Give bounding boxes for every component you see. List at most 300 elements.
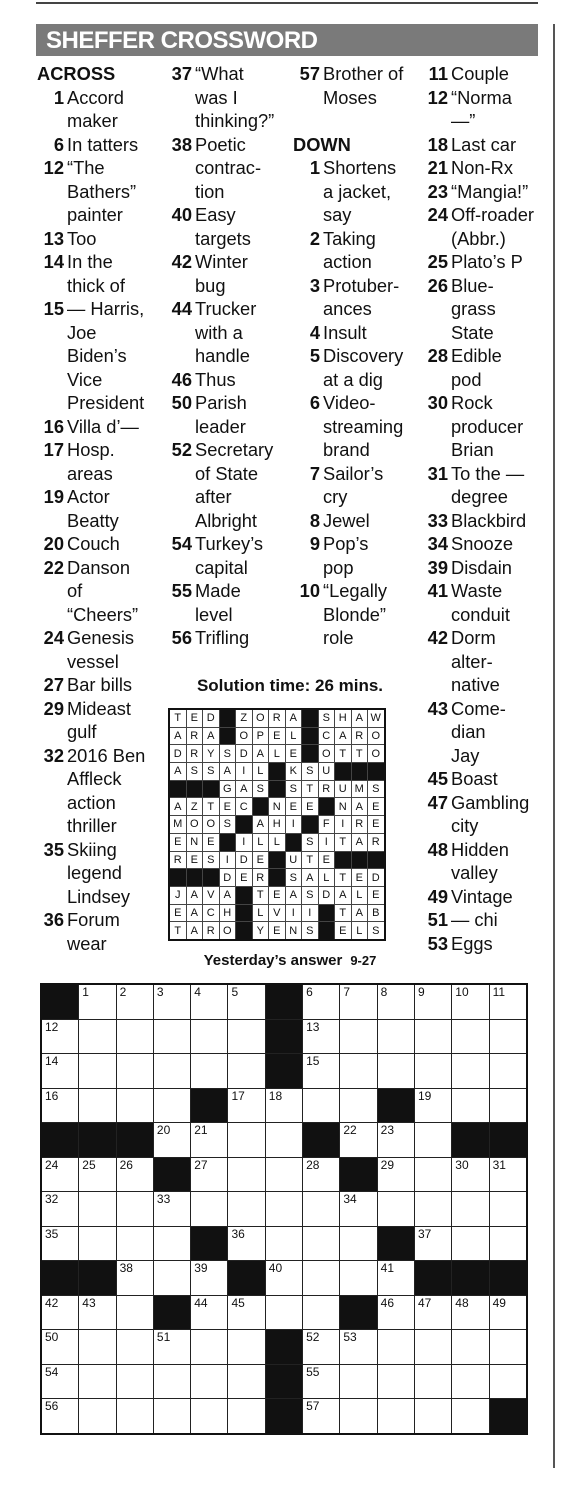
grid-cell[interactable]: [41, 1295, 79, 1330]
clue-text: [448, 462, 524, 509]
grid-cell[interactable]: [116, 1399, 153, 1434]
cell-number: 38: [119, 1261, 133, 1275]
grid-cell[interactable]: [489, 1226, 527, 1261]
clue-number: 11: [428, 63, 448, 84]
clue-item: [36, 744, 166, 838]
clue-item: [292, 227, 420, 274]
black-square: [153, 1295, 190, 1330]
grid-cell[interactable]: [377, 1330, 414, 1365]
clue-text-line: Bar bills: [67, 674, 133, 695]
clue-number: 21: [427, 157, 448, 178]
answer-letter: O: [186, 816, 203, 834]
clue-text-line: 2016 Ben: [67, 744, 146, 766]
grid-cell[interactable]: [153, 1123, 190, 1158]
grid-cell[interactable]: [303, 1364, 340, 1399]
grid-cell[interactable]: [265, 1295, 302, 1330]
grid-cell[interactable]: [116, 984, 153, 1019]
clue-text-line: Joe: [67, 321, 97, 343]
grid-cell[interactable]: [79, 1054, 116, 1089]
grid-cell[interactable]: [414, 1364, 451, 1399]
grid-cell[interactable]: [116, 1088, 153, 1123]
answer-letter: A: [351, 833, 368, 851]
black-square: [265, 1364, 302, 1399]
grid-cell[interactable]: [377, 1019, 414, 1054]
grid-cell[interactable]: [191, 984, 228, 1019]
clue-number: 27: [43, 674, 64, 695]
grid-cell[interactable]: [79, 1226, 116, 1261]
grid-cell[interactable]: [489, 1364, 527, 1399]
grid-cell[interactable]: [452, 1054, 489, 1089]
cell-number: 8: [380, 985, 388, 999]
answer-letter: E: [269, 886, 286, 904]
clue-text-line: targets: [195, 227, 251, 249]
clue-text-line: Couch: [67, 533, 120, 554]
black-square: [265, 984, 302, 1019]
grid-cell[interactable]: [489, 1019, 527, 1054]
grid-cell[interactable]: [414, 1088, 451, 1123]
answer-letter: A: [219, 886, 236, 904]
grid-cell[interactable]: [116, 1364, 153, 1399]
grid-cell[interactable]: [340, 1226, 377, 1261]
grid-cell[interactable]: [228, 1226, 265, 1261]
grid-cell[interactable]: [153, 1226, 190, 1261]
black-square: [269, 869, 286, 887]
title-bar: [36, 24, 538, 56]
grid-cell[interactable]: [303, 1226, 340, 1261]
clue-text: [448, 697, 506, 768]
grid-cell[interactable]: [153, 1054, 190, 1089]
grid-cell[interactable]: [489, 1054, 527, 1089]
grid-cell[interactable]: [414, 984, 451, 1019]
grid-cell[interactable]: [414, 1192, 451, 1227]
answer-letter: I: [236, 763, 253, 781]
grid-cell[interactable]: [452, 1226, 489, 1261]
clue-number: 7: [309, 462, 320, 484]
grid-cell[interactable]: [116, 1295, 153, 1330]
grid-cell[interactable]: [303, 1192, 340, 1227]
grid-cell[interactable]: [79, 1295, 116, 1330]
black-square: [318, 922, 335, 940]
answer-letter: W: [368, 709, 385, 727]
answer-letter: D: [236, 851, 253, 869]
grid-cell[interactable]: [303, 984, 340, 1019]
clue-text: [320, 532, 368, 579]
black-square: [351, 851, 368, 869]
grid-cell[interactable]: [303, 1295, 340, 1330]
grid-cell[interactable]: [41, 1192, 79, 1227]
grid-cell[interactable]: [153, 1019, 190, 1054]
answer-letter: S: [302, 886, 319, 904]
grid-cell[interactable]: [228, 1399, 265, 1434]
black-square: [116, 1123, 153, 1158]
black-square: [489, 1123, 527, 1158]
clue-text: [448, 908, 498, 932]
clue-number: 12: [427, 86, 448, 108]
black-square: [41, 984, 79, 1019]
answer-letter: A: [169, 763, 186, 781]
answer-letter: A: [169, 798, 186, 816]
answer-letter: N: [335, 798, 352, 816]
grid-cell[interactable]: [377, 1054, 414, 1089]
grid-cell[interactable]: [153, 1088, 190, 1123]
clue-number: 36: [43, 909, 64, 930]
grid-cell[interactable]: [265, 1157, 302, 1192]
clue-number: 30: [427, 392, 448, 413]
grid-cell[interactable]: [116, 1226, 153, 1261]
grid-cell[interactable]: [153, 1192, 190, 1227]
answer-letter: N: [269, 798, 286, 816]
clue-text-line: Affleck: [67, 768, 122, 789]
grid-cell[interactable]: [191, 1364, 228, 1399]
clue-text-line: native: [451, 674, 500, 695]
grid-cell[interactable]: [116, 1330, 153, 1365]
grid-cell[interactable]: [414, 1157, 451, 1192]
answer-letter: D: [169, 745, 186, 763]
grid-cell[interactable]: [191, 1123, 228, 1158]
grid-cell[interactable]: [228, 1019, 265, 1054]
cell-number: 15: [306, 1054, 320, 1068]
grid-cell[interactable]: [489, 1192, 527, 1227]
grid-cell[interactable]: [265, 1226, 302, 1261]
black-square: [219, 833, 236, 851]
clue-text-line: Actor: [67, 486, 110, 507]
grid-cell[interactable]: [452, 1399, 489, 1434]
clue-item: [292, 462, 420, 509]
answer-letter: D: [318, 886, 335, 904]
answer-letter: A: [219, 763, 236, 781]
answer-letter: O: [219, 922, 236, 940]
answer-letter: T: [203, 798, 220, 816]
grid-cell[interactable]: [377, 1399, 414, 1434]
grid-row: [41, 1261, 527, 1296]
clue-text-line: Genesis: [67, 627, 135, 648]
clue-item: [420, 885, 548, 909]
grid-cell[interactable]: [377, 1123, 414, 1158]
grid-cell[interactable]: [191, 1261, 228, 1296]
grid-cell[interactable]: [228, 1088, 265, 1123]
grid-row: [41, 1088, 527, 1123]
grid-cell[interactable]: [489, 1330, 527, 1365]
grid-cell[interactable]: [228, 1054, 265, 1089]
answer-letter: D: [368, 869, 385, 887]
grid-cell[interactable]: [377, 1364, 414, 1399]
clue-text: [64, 673, 132, 697]
black-square: [377, 1088, 414, 1123]
clue-number: 44: [171, 298, 192, 319]
cell-number: 12: [45, 1019, 59, 1034]
clue-text-line: President: [67, 392, 145, 413]
grid-cell[interactable]: [340, 984, 377, 1019]
grid-cell[interactable]: [228, 1123, 265, 1158]
grid-cell[interactable]: [340, 1261, 377, 1296]
grid-cell[interactable]: [41, 1226, 79, 1261]
clue-text-line: Pop’s: [323, 533, 369, 554]
grid-cell[interactable]: [377, 1261, 414, 1296]
answer-letter: O: [236, 727, 253, 745]
black-square: [302, 727, 319, 745]
grid-cell[interactable]: [377, 984, 414, 1019]
clue-number: 35: [43, 838, 64, 860]
grid-cell[interactable]: [191, 1157, 228, 1192]
grid-cell[interactable]: [340, 1054, 377, 1089]
black-square: [41, 1261, 79, 1296]
grid-cell[interactable]: [303, 1330, 340, 1365]
answer-grid-row: [169, 727, 385, 745]
clue-text-line: Jewel: [323, 509, 370, 531]
grid-cell[interactable]: [79, 984, 116, 1019]
clue-text: [320, 462, 383, 509]
answer-letter: R: [368, 833, 385, 851]
answer-letter: B: [368, 904, 385, 922]
clue-text-line: brand: [323, 439, 370, 460]
cell-number: 10: [455, 985, 469, 999]
answer-letter: S: [219, 745, 236, 763]
clue-text: [192, 133, 261, 204]
black-square: [265, 1019, 302, 1054]
grid-cell[interactable]: [452, 1157, 489, 1192]
grid-cell[interactable]: [116, 1019, 153, 1054]
black-square: [265, 1330, 302, 1365]
grid-cell[interactable]: [414, 1054, 451, 1089]
grid-cell[interactable]: [79, 1399, 116, 1434]
grid-cell[interactable]: [489, 1088, 527, 1123]
cell-number: 35: [45, 1226, 59, 1241]
clue-text: [192, 391, 247, 438]
grid-cell[interactable]: [191, 1054, 228, 1089]
grid-cell[interactable]: [41, 1399, 79, 1434]
grid-cell[interactable]: [265, 1088, 302, 1123]
clue-item: [164, 579, 292, 626]
clue-item: [420, 62, 548, 86]
grid-cell[interactable]: [303, 1088, 340, 1123]
grid-cell[interactable]: [79, 1019, 116, 1054]
grid-cell[interactable]: [191, 1192, 228, 1227]
grid-cell[interactable]: [41, 1054, 79, 1089]
clue-item: [420, 462, 548, 509]
black-square: [452, 1261, 489, 1296]
clue-item: [36, 697, 166, 744]
answer-letter: A: [169, 727, 186, 745]
grid-cell[interactable]: [153, 1261, 190, 1296]
clue-item: [420, 697, 548, 768]
grid-cell[interactable]: [191, 1295, 228, 1330]
clue-text: [64, 556, 138, 627]
grid-cell[interactable]: [228, 1330, 265, 1365]
grid-cell[interactable]: [41, 1330, 79, 1365]
grid-cell[interactable]: [265, 1123, 302, 1158]
grid-cell[interactable]: [452, 1364, 489, 1399]
answer-letter: T: [335, 833, 352, 851]
clue-text-line: city: [451, 815, 479, 836]
cell-number: 49: [492, 1295, 506, 1310]
grid-cell[interactable]: [41, 1088, 79, 1123]
clue-text: [64, 485, 119, 532]
clue-text-line: — Harris,: [67, 298, 145, 319]
clue-text: [64, 697, 131, 744]
clue-text-line: —”: [451, 110, 476, 131]
clue-text-line: Trucker: [195, 298, 257, 319]
grid-cell[interactable]: [377, 1192, 414, 1227]
grid-cell[interactable]: [452, 1330, 489, 1365]
grid-cell[interactable]: [340, 1399, 377, 1434]
grid-cell[interactable]: [79, 1364, 116, 1399]
answer-letter: E: [368, 798, 385, 816]
cell-number: 55: [306, 1364, 320, 1379]
answer-letter: E: [236, 869, 253, 887]
clue-text: [320, 509, 370, 533]
answer-letter: C: [318, 727, 335, 745]
grid-cell[interactable]: [340, 1192, 377, 1227]
grid-cell[interactable]: [303, 1019, 340, 1054]
clue-text-line: maker: [67, 110, 118, 131]
grid-cell[interactable]: [489, 984, 527, 1019]
cell-number: 46: [380, 1295, 395, 1310]
grid-cell[interactable]: [377, 1157, 414, 1192]
clue-number: 20: [43, 533, 64, 554]
grid-cell[interactable]: [116, 1157, 153, 1192]
grid-cell[interactable]: [489, 1295, 527, 1330]
grid-cell[interactable]: [452, 1019, 489, 1054]
grid-cell[interactable]: [303, 1157, 340, 1192]
grid-cell[interactable]: [153, 1364, 190, 1399]
grid-cell[interactable]: [303, 1399, 340, 1434]
grid-cell[interactable]: [191, 1330, 228, 1365]
clue-text-line: Protuber-: [323, 274, 400, 296]
clue-text-line: wear: [67, 932, 107, 954]
clue-text-line: Snooze: [451, 533, 514, 554]
black-square: [489, 1399, 527, 1434]
clue-text: [64, 415, 139, 439]
grid-cell[interactable]: [79, 1157, 116, 1192]
black-square: [169, 869, 186, 887]
grid-cell[interactable]: [265, 1192, 302, 1227]
grid-cell[interactable]: [79, 1088, 116, 1123]
clue-text: [64, 133, 138, 157]
clue-text-line: Parish: [195, 392, 247, 413]
grid-cell[interactable]: [116, 1054, 153, 1089]
clue-text: [192, 297, 256, 368]
clue-text: [64, 250, 125, 297]
grid-cell[interactable]: [340, 1123, 377, 1158]
answer-grid-row: [169, 851, 385, 869]
answer-letter: E: [252, 851, 269, 869]
grid-cell[interactable]: [79, 1330, 116, 1365]
cell-number: 30: [455, 1157, 469, 1172]
clue-number: 28: [427, 345, 448, 366]
grid-cell[interactable]: [153, 1399, 190, 1434]
grid-cell[interactable]: [191, 1399, 228, 1434]
cell-number: 29: [380, 1157, 395, 1172]
cell-number: 17: [231, 1088, 245, 1103]
grid-cell[interactable]: [340, 1330, 377, 1365]
grid-cell[interactable]: [228, 1295, 265, 1330]
grid-cell[interactable]: [452, 1192, 489, 1227]
clue-number: 46: [171, 368, 192, 390]
answer-letter: I: [236, 833, 253, 851]
grid-cell[interactable]: [41, 1157, 79, 1192]
clue-text-line: Moses: [323, 86, 377, 108]
clue-number: 52: [171, 439, 192, 460]
answer-letter: V: [203, 886, 220, 904]
grid-cell[interactable]: [452, 1295, 489, 1330]
grid-cell[interactable]: [489, 1157, 527, 1192]
clue-text: [192, 532, 263, 579]
grid-cell[interactable]: [452, 984, 489, 1019]
clue-text: [64, 838, 130, 909]
grid-cell[interactable]: [303, 1261, 340, 1296]
clue-number: 1: [309, 157, 320, 178]
grid-cell[interactable]: [340, 1364, 377, 1399]
clue-number: 14: [43, 251, 64, 272]
column-divider: [553, 24, 555, 1468]
clue-text-line: Blonde”: [323, 603, 387, 625]
cell-number: 37: [417, 1226, 432, 1241]
grid-cell[interactable]: [377, 1295, 414, 1330]
answer-letter: H: [335, 709, 352, 727]
clue-item: [164, 532, 292, 579]
clue-text: [448, 156, 513, 180]
answer-letter: R: [351, 727, 368, 745]
answer-letter: L: [252, 904, 269, 922]
grid-cell[interactable]: [414, 1295, 451, 1330]
grid-cell[interactable]: [340, 1088, 377, 1123]
clue-text-line: Skiing: [67, 838, 117, 860]
black-square: [368, 763, 385, 781]
grid-cell[interactable]: [228, 984, 265, 1019]
clue-text-line: vessel: [67, 650, 119, 672]
grid-cell[interactable]: [41, 1019, 79, 1054]
clue-text: [320, 391, 403, 462]
grid-cell[interactable]: [153, 1330, 190, 1365]
clue-text-line: producer: [451, 415, 524, 437]
clue-text-line: Off-roader: [451, 204, 534, 225]
grid-cell[interactable]: [265, 1261, 302, 1296]
grid-cell[interactable]: [116, 1192, 153, 1227]
answer-letter: R: [252, 869, 269, 887]
grid-cell[interactable]: [79, 1192, 116, 1227]
grid-cell[interactable]: [303, 1054, 340, 1089]
grid-cell[interactable]: [228, 1157, 265, 1192]
grid-cell[interactable]: [228, 1364, 265, 1399]
clue-item: [36, 438, 166, 485]
grid-cell[interactable]: [191, 1019, 228, 1054]
grid-cell[interactable]: [414, 1123, 451, 1158]
answer-letter: L: [252, 763, 269, 781]
clue-text: [448, 509, 526, 533]
grid-cell[interactable]: [153, 984, 190, 1019]
black-square: [265, 1399, 302, 1434]
clue-number: 42: [427, 627, 448, 648]
grid-cell[interactable]: [414, 1399, 451, 1434]
grid-cell[interactable]: [414, 1330, 451, 1365]
grid-cell[interactable]: [116, 1261, 153, 1296]
clue-text-line: Winter: [195, 251, 248, 272]
black-square: [79, 1123, 116, 1158]
grid-cell[interactable]: [41, 1364, 79, 1399]
answer-grid-row: [169, 922, 385, 940]
grid-cell[interactable]: [340, 1019, 377, 1054]
yesterday-caption: [164, 952, 416, 969]
clue-number: 34: [427, 533, 448, 554]
grid-cell[interactable]: [414, 1019, 451, 1054]
grid-cell[interactable]: [228, 1192, 265, 1227]
clue-text: [64, 156, 136, 227]
clue-item: [420, 838, 548, 885]
grid-cell[interactable]: [414, 1226, 451, 1261]
cell-number: 3: [156, 985, 164, 999]
grid-cell[interactable]: [452, 1088, 489, 1123]
answer-letter: I: [219, 851, 236, 869]
